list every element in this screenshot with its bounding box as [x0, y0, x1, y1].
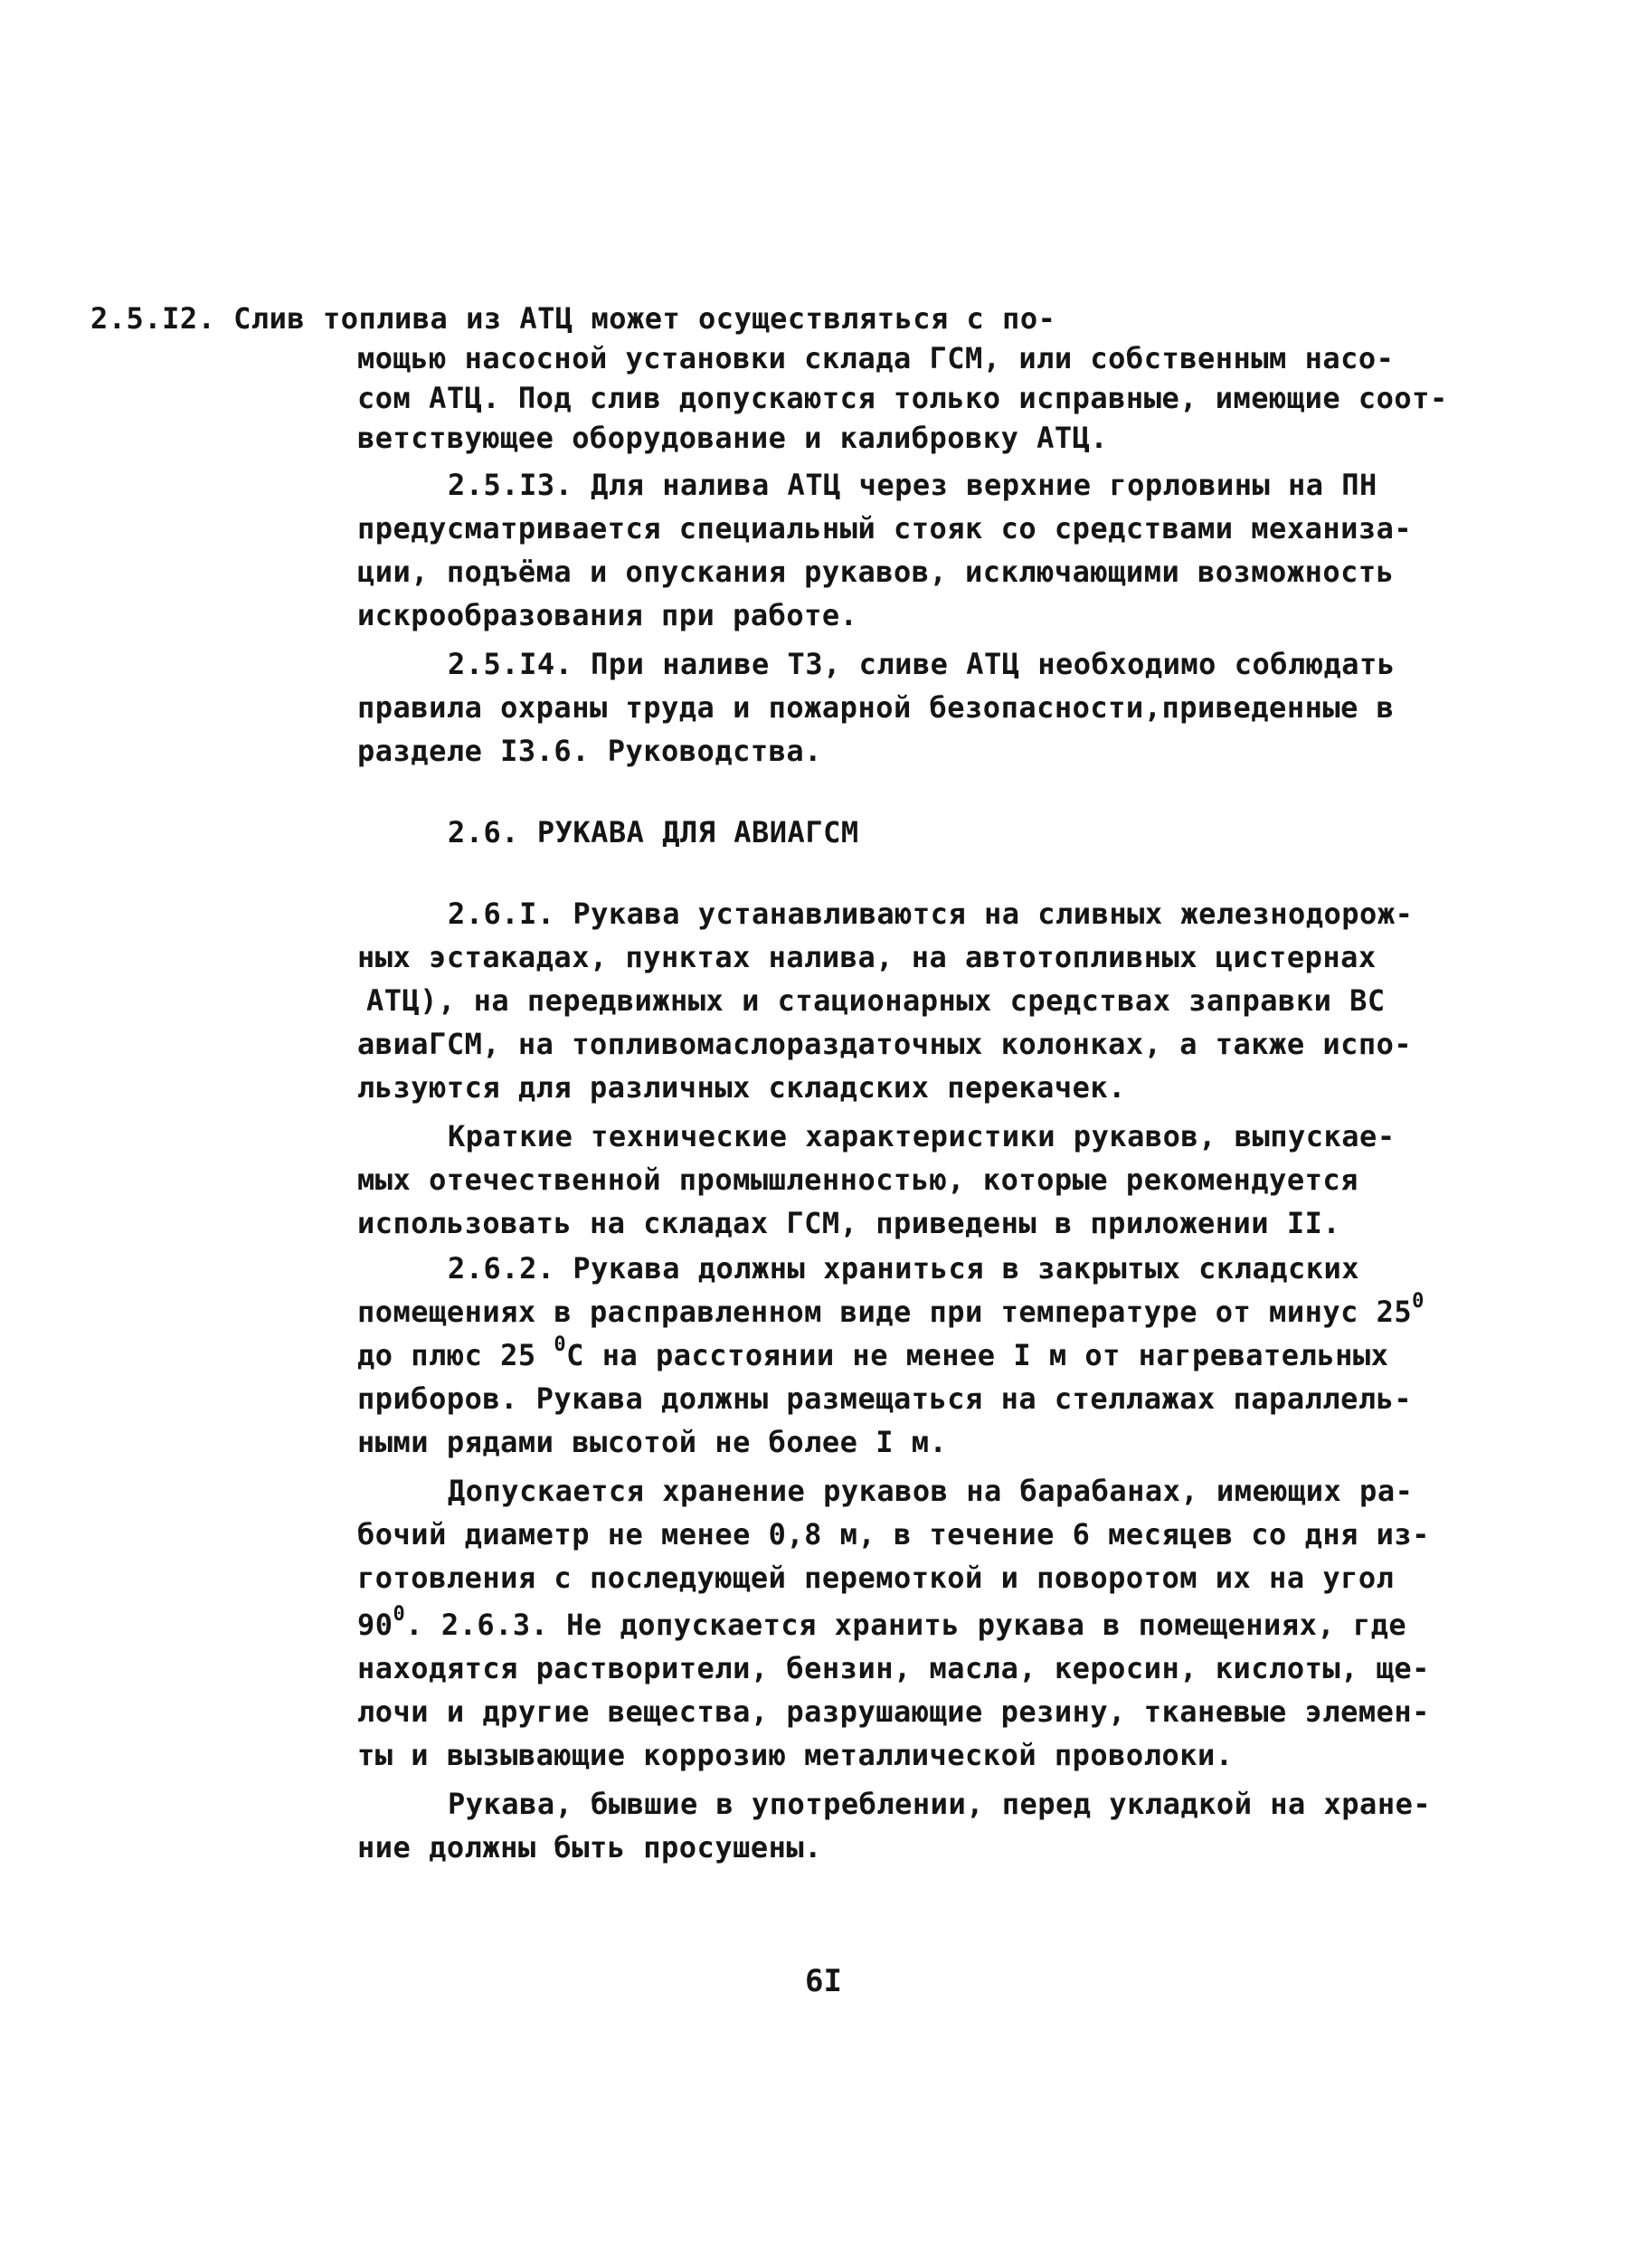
paragraph-2-6-2-line-3-start: до плюс 25 [357, 1338, 554, 1372]
paragraph-2-5-12-line-4: ветствующее оборудование и калибровку АТЦ. [357, 421, 1109, 455]
paragraph-2-6-1-line-5: льзуются для различных складских перекачек. [357, 1070, 1126, 1105]
paragraph-2-6-2-line-2 [357, 1292, 1425, 1332]
paragraph-drums-line-3: готовления с последующей перемоткой и поворотом их на угол [357, 1561, 1395, 1595]
paragraph-2-5-14-line-3: разделе I3.6. Руководства. [357, 734, 822, 768]
paragraph-brief-line-3: использовать на складах ГСМ, приведены в приложении II. [357, 1206, 1341, 1240]
paragraph-2-5-12-line-2: мощью насосной установки склада ГСМ, или собственным насо- [357, 341, 1395, 375]
paragraph-2-5-14-line-1: 2.5.I4. При наливе ТЗ, сливе АТЦ необходимо соблюдать [448, 647, 1396, 681]
paragraph-2-6-2-line-3 [357, 1335, 1388, 1375]
paragraph-2-6-3-line-4: ты и вызывающие коррозию металлической проволоки. [357, 1738, 1234, 1772]
paragraph-2-6-3-line-1: . 2.6.3. Не допускается хранить рукава в помещениях, где [405, 1608, 1407, 1642]
degree-superscript: 0 [1412, 1290, 1425, 1314]
paragraph-2-6-2-line-3-end: C на расстоянии не менее I м от нагревательных [566, 1338, 1389, 1372]
section-heading-2-6: 2.6. РУКАВА ДЛЯ АВИАГСМ [448, 815, 859, 849]
paragraph-2-6-3-line-2: находятся растворители, бензин, масла, керосин, кислоты, ще- [357, 1651, 1430, 1685]
paragraph-drums-line-1: Допускается хранение рукавов на барабанах, имеющих ра- [448, 1474, 1414, 1508]
paragraph-drums-line-2: бочий диаметр не менее 0,8 м, в течение 6 месяцев со дня из- [357, 1517, 1430, 1552]
degree-superscript-celsius: 0 [554, 1333, 567, 1357]
angle-value: 90 [357, 1608, 393, 1642]
paragraph-used-hoses-line-1: Рукава, бывшие в употреблении, перед укладкой на хране- [448, 1787, 1432, 1821]
paragraph-2-6-1-line-2: ных эстакадах, пунктах налива, на автотопливных цистернах [357, 940, 1377, 974]
paragraph-brief-line-2: мых отечественной промышленностью, которые рекомендуется [357, 1162, 1358, 1197]
paragraph-2-5-14-line-2: правила охраны труда и пожарной безопасности,приведенные в [357, 690, 1395, 725]
paragraph-used-hoses-line-2: ние должны быть просушены. [357, 1830, 822, 1865]
paragraph-2-5-13-line-3: ции, подъёма и опускания рукавов, исключающими возможность [357, 555, 1395, 589]
paragraph-2-5-12-line-3: сом АТЦ. Под слив допускаются только исправные, имеющие соот- [357, 381, 1448, 415]
paragraph-drums-line-4 [357, 1605, 1406, 1645]
page-number: 6I [805, 1963, 842, 1999]
paragraph-2-6-1-line-4: авиаГСМ, на топливомаслораздаточных колонках, а также испо- [357, 1027, 1413, 1061]
degree-superscript-angle: 0 [393, 1603, 406, 1627]
paragraph-2-5-12-line-1: 2.5.I2. Слив топлива из АТЦ может осуществляться с по- [90, 301, 1056, 336]
paragraph-2-5-13-line-2: предусматривается специальный стояк со средствами механиза- [357, 511, 1413, 546]
paragraph-2-6-2-line-4: приборов. Рукава должны размещаться на стеллажах параллель- [357, 1381, 1413, 1416]
paragraph-2-6-2-line-2-text: помещениях в расправленном виде при температуре от минус 25 [357, 1295, 1413, 1329]
paragraph-2-6-1-line-1: 2.6.I. Рукава устанавливаются на сливных железнодорож- [448, 897, 1414, 931]
paragraph-2-5-13-line-4: искрообразования при работе. [357, 598, 858, 632]
paragraph-2-6-1-line-3: АТЦ), на передвижных и стационарных средствах заправки ВС [366, 983, 1386, 1018]
paragraph-2-6-3-line-3: лочи и другие вещества, разрушающие резину, тканевые элемен- [357, 1694, 1430, 1729]
paragraph-brief-line-1: Краткие технические характеристики рукавов, выпускае- [448, 1119, 1396, 1153]
paragraph-2-6-2-line-1: 2.6.2. Рукава должны храниться в закрытых складских [448, 1251, 1360, 1286]
paragraph-2-6-2-line-5: ными рядами высотой не более I м. [357, 1425, 948, 1459]
paragraph-2-5-13-line-1: 2.5.I3. Для налива АТЦ через верхние горловины на ПН [448, 468, 1377, 502]
